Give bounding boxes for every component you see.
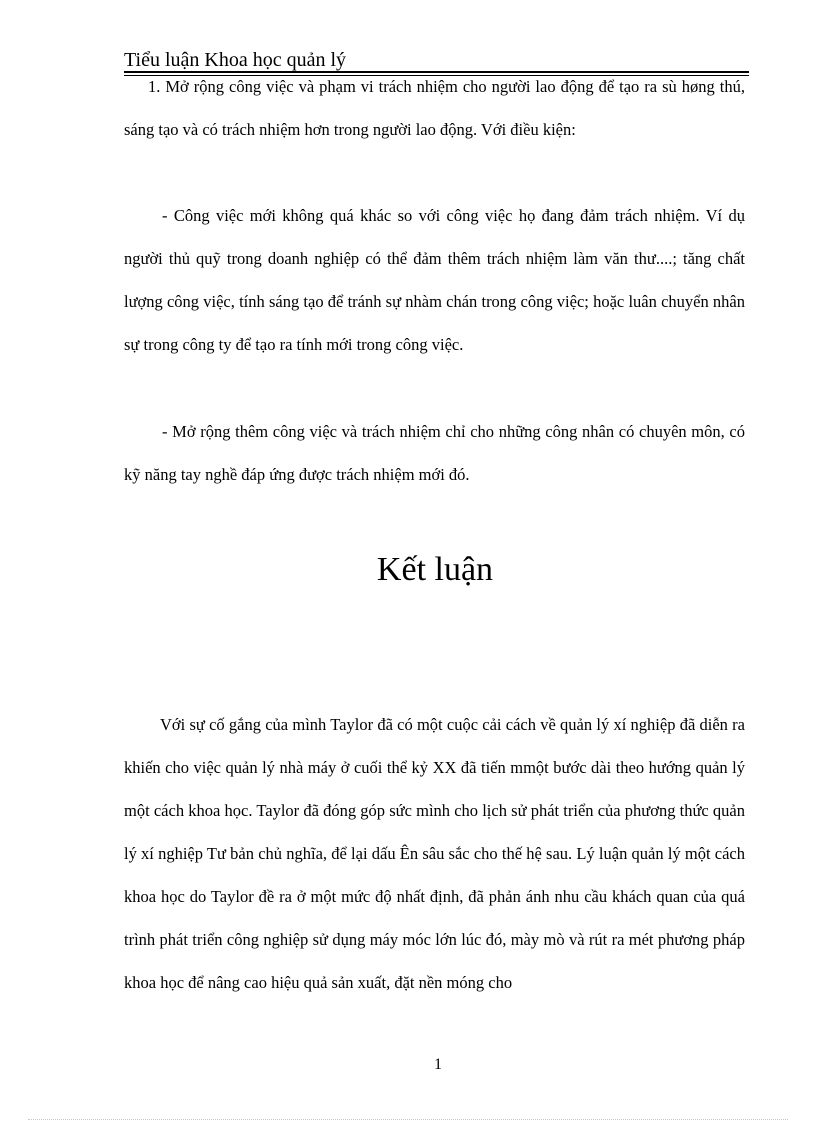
paragraph-skilled-workers-condition: - Mở rộng thêm công việc và trách nhiệm chỉ cho những công nhân có chuyên môn, có kỹ năng tay nghề đáp ứng được trách nhiệm mới đó. [124, 422, 745, 484]
page-bottom-border [28, 1119, 788, 1120]
conclusion-paragraph: Với sự cố gắng của mình Taylor đã có một cuộc cải cách về quản lý xí nghiệp đã diễn ra khiến cho việc quản lý nhà máy ở cuối thể kỷ XX đã tiến mmột bước dài theo hướng quản lý một cách khoa học. Taylor đã đóng góp sức mình cho lịch sử phát triển của phương thức quản lý xí nghiệp Tư bản chủ nghĩa, để lại dấu Ên sâu sắc cho thế hệ sau. Lý luận quản lý một cách khoa học do Taylor đề ra ở một mức độ nhất định, đã phản ánh nhu cầu khách quan của quá trình phát triển công nghiệp sử dụng máy móc lớn lúc đó, mày mò và rút ra mét phương pháp khoa học để nâng cao hiệu quả sản xuất, đặt nền móng cho [124, 715, 745, 992]
conclusion-heading: Kết luận [376, 551, 494, 588]
paragraph-expand-work-scope: 1. Mở rộng công việc và phạm vi trách nhiệm cho người lao động để tạo ra sù høng thú, sáng tạo và có trách nhiệm hơn trong người lao động. Với điều kiện: [124, 77, 745, 139]
running-header-title: Tiểu luận Khoa học quản lý [124, 49, 347, 71]
page-number: 1 [434, 1056, 442, 1073]
paragraph-new-work-condition: - Công việc mới không quá khác so với công việc họ đang đảm trách nhiệm. Ví dụ người thủ quỹ trong doanh nghiệp có thể đảm thêm trách nhiệm làm văn thư....; tăng chất lượng công việc, tính sáng tạo để tránh sự nhàm chán trong công việc; hoặc luân chuyển nhân sự trong công ty để tạo ra tính mới trong công việc. [124, 206, 745, 354]
